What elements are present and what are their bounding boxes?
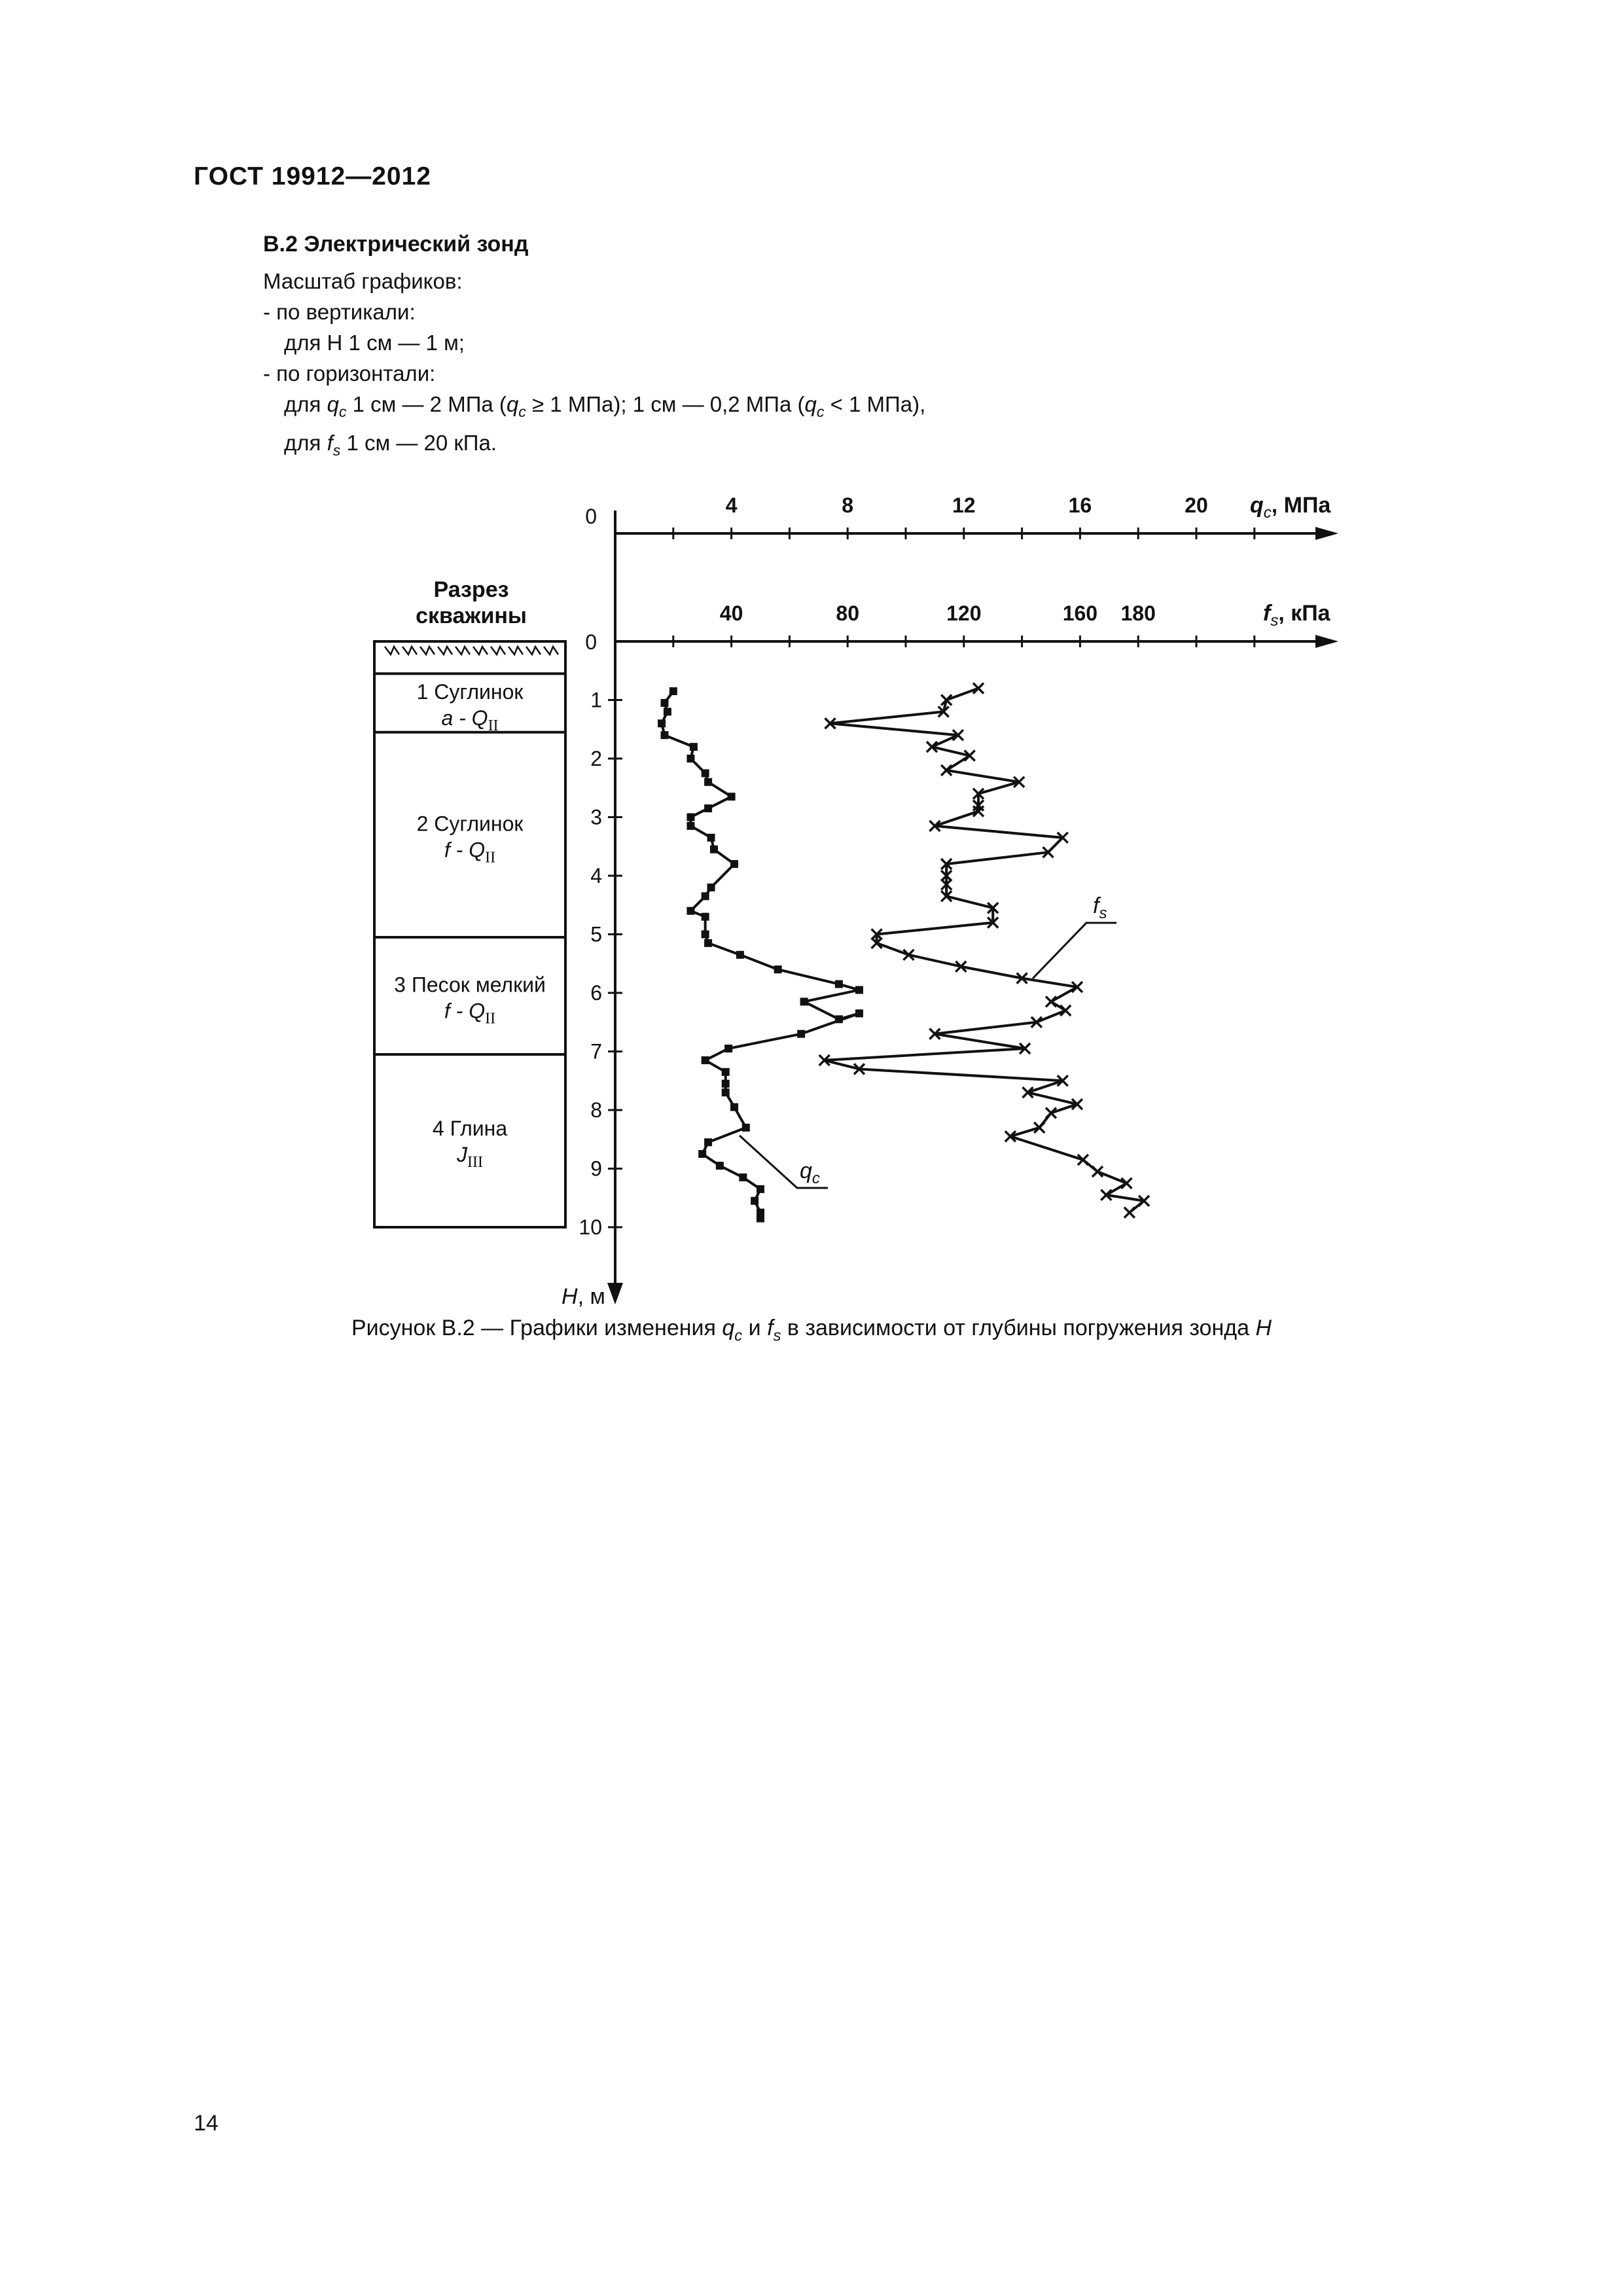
fs-point xyxy=(1060,1005,1071,1016)
qc-point xyxy=(669,687,677,695)
qc-point xyxy=(797,1030,805,1038)
scale-line-3: для Н 1 см — 1 м; xyxy=(284,331,465,355)
qc-point xyxy=(660,699,668,707)
qc-point xyxy=(702,913,709,921)
scale-line-5: для $q_c$ 1 см — 2 МПа ($q_c \ge 1$ МПа); 1 см — 0,2 МПа ($q_c < 1$ МПа), xyxy=(284,392,926,421)
qc-point xyxy=(704,939,712,947)
qc-point xyxy=(702,892,709,900)
qc-tick-label: 16 xyxy=(1068,493,1092,517)
fs-axis-arrow xyxy=(1315,635,1338,648)
fs-tick-label: 180 xyxy=(1120,601,1156,625)
qc-point xyxy=(722,1080,730,1088)
qc-axis-title: $q_c$, МПа xyxy=(1250,493,1331,522)
figure-caption: Рисунок В.2 — Графики изменения $q_c$ и $f_s$ в зависимости от глубины погружения зонда H xyxy=(351,1316,1272,1345)
qc-point xyxy=(660,731,668,739)
section-title-line-2: скважины xyxy=(416,603,527,628)
qc-point xyxy=(742,1124,750,1132)
depth-axis-title: H, м xyxy=(562,1284,605,1309)
fs-tick-label: 40 xyxy=(719,601,743,625)
hatch-mark xyxy=(420,647,435,655)
qc-point xyxy=(774,965,782,973)
qc-point xyxy=(707,834,715,842)
qc-series xyxy=(658,687,863,1223)
qc-point xyxy=(664,708,671,715)
depth-tick-label: 2 xyxy=(590,747,602,770)
fs-tick-label: 160 xyxy=(1062,601,1098,625)
qc-point xyxy=(730,860,738,868)
qc-curve-label: $q_c$ xyxy=(800,1158,820,1187)
depth-tick-label: 8 xyxy=(590,1098,602,1122)
hatch-mark xyxy=(508,647,523,655)
fs-point xyxy=(1121,1178,1132,1189)
soil-layers xyxy=(374,673,565,1171)
qc-point xyxy=(716,1162,724,1170)
document-header: ГОСТ 19912—2012 xyxy=(194,162,431,190)
layer-age: f - $Q_{II}$ xyxy=(444,838,496,867)
scale-line-2: - по вертикали: xyxy=(263,300,416,324)
qc-point xyxy=(800,997,808,1005)
qc-point xyxy=(855,1009,863,1017)
fs-tick-label: 80 xyxy=(836,601,859,625)
section-title: В.2 Электрический зонд xyxy=(263,232,529,257)
layer-name: 3 Песок мелкий xyxy=(394,973,546,997)
fs-line xyxy=(825,689,1144,1213)
hatch-mark xyxy=(526,647,541,655)
hatch-mark xyxy=(385,647,399,655)
fs-tick-label: 120 xyxy=(946,601,982,625)
fs-point xyxy=(1124,1208,1135,1218)
qc-point xyxy=(704,778,712,786)
qc-tick-label: 20 xyxy=(1185,493,1208,517)
qc-point xyxy=(722,1088,730,1096)
depth-axis-arrow xyxy=(607,1283,623,1304)
qc-point xyxy=(702,1056,709,1064)
qc-point xyxy=(658,719,666,727)
qc-tick-label: 12 xyxy=(952,493,976,517)
qc-line xyxy=(662,691,859,1219)
depth-tick-label: 7 xyxy=(590,1039,602,1064)
qc-point xyxy=(704,804,712,812)
depth-tick-label: 6 xyxy=(590,981,602,1005)
layer-age: a - $Q_{II}$ xyxy=(441,706,499,734)
depth-tick-label: 5 xyxy=(590,922,602,946)
hatch-mark xyxy=(491,647,505,655)
fs-axis-title: $f_s$, кПа xyxy=(1263,601,1330,630)
fs-curve-leader xyxy=(1033,923,1116,978)
qc-point xyxy=(690,743,698,751)
scale-line-4: - по горизонтали: xyxy=(263,361,436,386)
qc-tick-label: 8 xyxy=(842,493,854,517)
qc-point xyxy=(722,1068,730,1076)
hatch-mark xyxy=(473,647,488,655)
qc-point xyxy=(687,814,694,821)
fs-point xyxy=(1092,1166,1103,1177)
fs-series xyxy=(819,683,1149,1218)
qc-point xyxy=(757,1185,764,1193)
qc-point xyxy=(702,931,709,939)
ground-surface-hatch xyxy=(385,647,558,655)
fs-curve-label: $f_s$ xyxy=(1093,893,1107,922)
qc-point xyxy=(855,986,863,994)
qc-point xyxy=(698,1150,706,1158)
hatch-mark xyxy=(544,647,558,655)
layer-age: $J_{III}$ xyxy=(457,1142,483,1171)
qc-point xyxy=(710,846,718,853)
qc-point xyxy=(724,1045,732,1052)
layer-name: 4 Глина xyxy=(432,1116,508,1140)
hatch-mark xyxy=(455,647,470,655)
section-title-line-1: Разрез xyxy=(433,577,509,602)
qc-tick-label: 4 xyxy=(725,493,738,517)
hatch-mark xyxy=(402,647,417,655)
qc-point xyxy=(687,755,694,762)
hatch-mark xyxy=(438,647,452,655)
depth-tick-label: 3 xyxy=(590,805,602,829)
qc-point xyxy=(704,1138,712,1146)
scale-line-6: для $f_s$ 1 см — 20 кПа. xyxy=(284,431,497,459)
qc-point xyxy=(687,822,694,830)
qc-point xyxy=(736,951,744,959)
qc-point xyxy=(728,793,736,800)
qc-axis-arrow xyxy=(1315,527,1338,540)
qc-point xyxy=(730,1103,738,1111)
qc-point xyxy=(835,980,843,988)
page-number: 14 xyxy=(194,2111,219,2136)
scale-line-1: Масштаб графиков: xyxy=(263,269,463,293)
qc-point xyxy=(739,1174,747,1181)
depth-tick-label: 4 xyxy=(590,864,602,888)
qc-zero-label: 0 xyxy=(585,505,597,528)
qc-point xyxy=(702,769,709,777)
qc-point xyxy=(835,1015,843,1023)
depth-tick-label: 1 xyxy=(590,688,602,712)
layer-name: 2 Суглинок xyxy=(416,812,524,836)
fs-point xyxy=(1046,996,1056,1007)
depth-tick-label: 9 xyxy=(590,1157,602,1181)
qc-point xyxy=(707,884,715,891)
layer-age: f - $Q_{II}$ xyxy=(444,999,496,1028)
depth-tick-label: 10 xyxy=(579,1215,602,1239)
qc-point xyxy=(687,907,694,915)
qc-point xyxy=(757,1215,764,1223)
layer-name: 1 Суглинок xyxy=(416,679,524,704)
fs-zero-label: 0 xyxy=(585,630,597,654)
qc-point xyxy=(751,1197,758,1205)
